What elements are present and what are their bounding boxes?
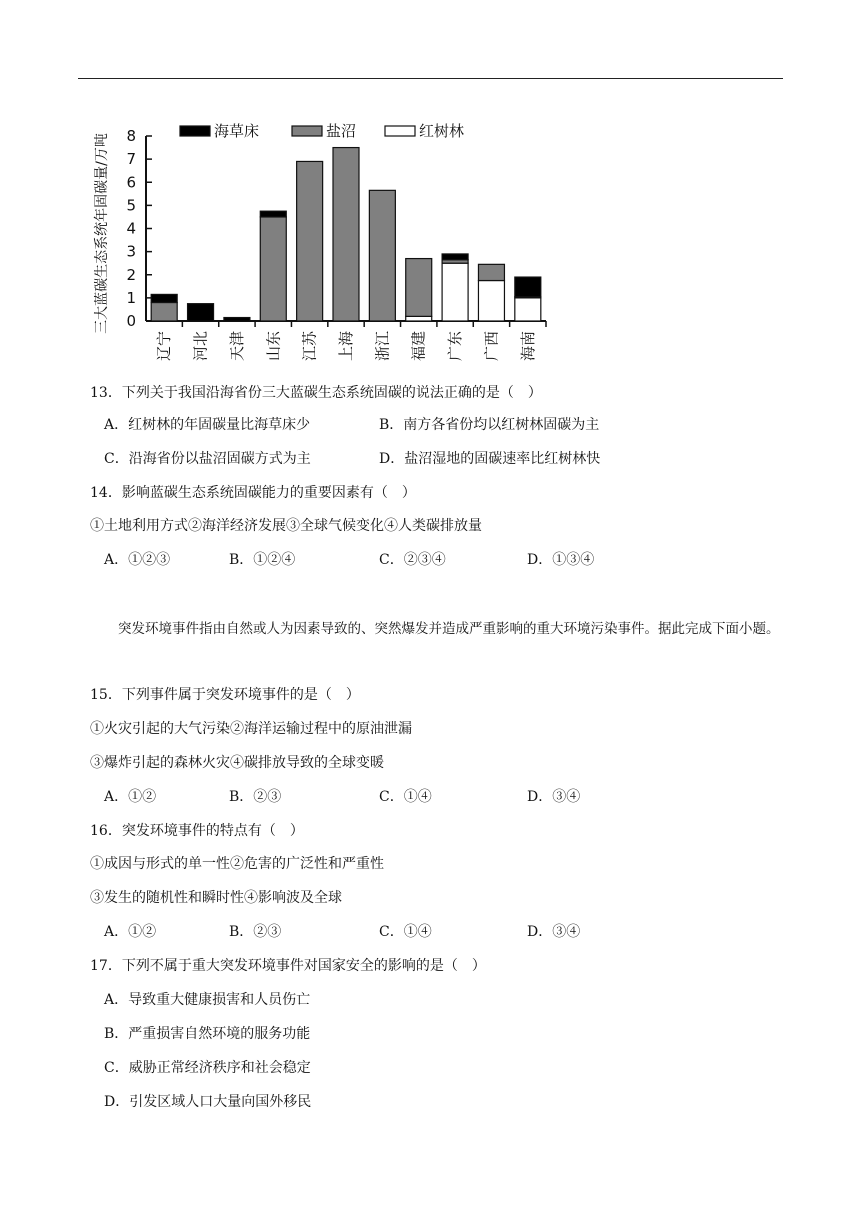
bar-盐沼 [369, 190, 395, 321]
q17-option-d[interactable]: D．引发区域人口大量向国外移民 [104, 1094, 312, 1110]
q15-items-1: ①火灾引起的大气污染②海洋运输过程中的原油泄漏 [90, 721, 412, 737]
x-tick-label: 江苏 [300, 331, 319, 362]
y-tick-label: 7 [126, 150, 136, 169]
material-intro: 突发环境事件指由自然或人为因素导致的、突然爆发并造成严重影响的重大环境污染事件。据此完成下面小题。 [118, 621, 780, 637]
legend-swatch [292, 126, 322, 136]
legend-swatch [180, 126, 210, 136]
y-axis-title: 三大蓝碳生态系统年固碳量/万吨 [94, 133, 110, 334]
legend-label: 盐沼 [326, 122, 357, 140]
q13-stem: 13．下列关于我国沿海省份三大蓝碳生态系统固碳的说法正确的是（ ） [90, 385, 542, 401]
x-tick-label: 广西 [482, 331, 501, 362]
q13-option-a[interactable]: A．红树林的年固碳量比海草床少 [104, 417, 311, 433]
q17-stem: 17．下列不属于重大突发环境事件对国家安全的影响的是（ ） [90, 958, 486, 974]
q16-option-a[interactable]: A．①② [104, 924, 157, 940]
bar-盐沼 [406, 259, 432, 317]
x-tick-label: 海南 [518, 331, 537, 362]
bar-盐沼 [260, 217, 286, 321]
q15-stem: 15．下列事件属于突发环境事件的是（ ） [90, 687, 360, 703]
bar-红树林 [478, 281, 504, 321]
q14-option-b[interactable]: B．①②④ [229, 552, 296, 568]
x-tick-label: 上海 [337, 331, 355, 362]
bar-海草床 [260, 211, 286, 217]
bar-红树林 [515, 298, 541, 321]
y-tick-label: 0 [126, 312, 136, 330]
q15-option-d[interactable]: D．③④ [527, 789, 581, 805]
bar-红树林 [406, 316, 432, 321]
legend-label: 海草床 [214, 122, 260, 140]
q15-option-a[interactable]: A．①② [104, 789, 157, 805]
q15-option-c[interactable]: C．①④ [379, 789, 432, 805]
bar-海草床 [188, 304, 214, 321]
legend-swatch [385, 126, 415, 136]
bar-海草床 [151, 294, 177, 302]
q16-option-c[interactable]: C．①④ [379, 924, 432, 940]
x-tick-label: 广东 [446, 331, 465, 362]
y-tick-label: 1 [126, 288, 136, 307]
q16-items-2: ③发生的随机性和瞬时性④影响波及全球 [90, 890, 342, 906]
q16-option-d[interactable]: D．③④ [527, 924, 581, 940]
q14-option-a[interactable]: A．①②③ [104, 552, 171, 568]
q13-option-c[interactable]: C．沿海省份以盐沼固碳方式为主 [104, 451, 311, 467]
q14-option-d[interactable]: D．①③④ [527, 552, 595, 568]
legend-label: 红树林 [419, 122, 465, 140]
x-tick-label: 浙江 [373, 331, 392, 362]
q13-option-b[interactable]: B．南方各省份均以红树林固碳为主 [379, 417, 600, 433]
y-tick-label: 8 [126, 127, 136, 145]
bar-海草床 [442, 254, 468, 260]
q17-option-c[interactable]: C．威胁正常经济秩序和社会稳定 [104, 1060, 311, 1076]
bar-盐沼 [297, 161, 323, 321]
q16-stem: 16．突发环境事件的特点有（ ） [90, 823, 304, 839]
bar-盐沼 [478, 264, 504, 280]
q17-option-b[interactable]: B．严重损害自然环境的服务功能 [104, 1026, 311, 1042]
q16-items-1: ①成因与形式的单一性②危害的广泛性和严重性 [90, 856, 384, 872]
carbon-sequestration-chart [88, 108, 558, 373]
y-tick-label: 3 [126, 242, 136, 261]
q14-option-c[interactable]: C．②③④ [379, 552, 446, 568]
x-tick-label: 天津 [227, 331, 246, 362]
q14-items: ①土地利用方式②海洋经济发展③全球气候变化④人类碳排放量 [90, 518, 482, 534]
x-tick-label: 辽宁 [155, 331, 174, 362]
q15-items-2: ③爆炸引起的森林火灾④碳排放导致的全球变暖 [90, 755, 384, 771]
bar-海草床 [515, 277, 541, 297]
x-tick-label: 河北 [191, 331, 210, 362]
y-tick-label: 4 [126, 219, 136, 238]
bar-海草床 [224, 318, 250, 321]
y-tick-label: 6 [126, 173, 136, 192]
q14-stem: 14．影响蓝碳生态系统固碳能力的重要因素有（ ） [90, 485, 416, 501]
bar-盐沼 [151, 303, 177, 322]
y-tick-label: 2 [126, 265, 136, 284]
q13-option-d[interactable]: D．盐沼湿地的固碳速率比红树林快 [379, 451, 601, 467]
x-tick-label: 山东 [264, 331, 283, 362]
header-rule [78, 78, 783, 79]
bar-盐沼 [333, 148, 359, 321]
q17-option-a[interactable]: A．导致重大健康损害和人员伤亡 [104, 992, 311, 1008]
bar-红树林 [442, 263, 468, 321]
x-tick-label: 福建 [409, 331, 428, 362]
q15-option-b[interactable]: B．②③ [229, 789, 282, 805]
q16-option-b[interactable]: B．②③ [229, 924, 282, 940]
y-tick-label: 5 [126, 196, 136, 215]
